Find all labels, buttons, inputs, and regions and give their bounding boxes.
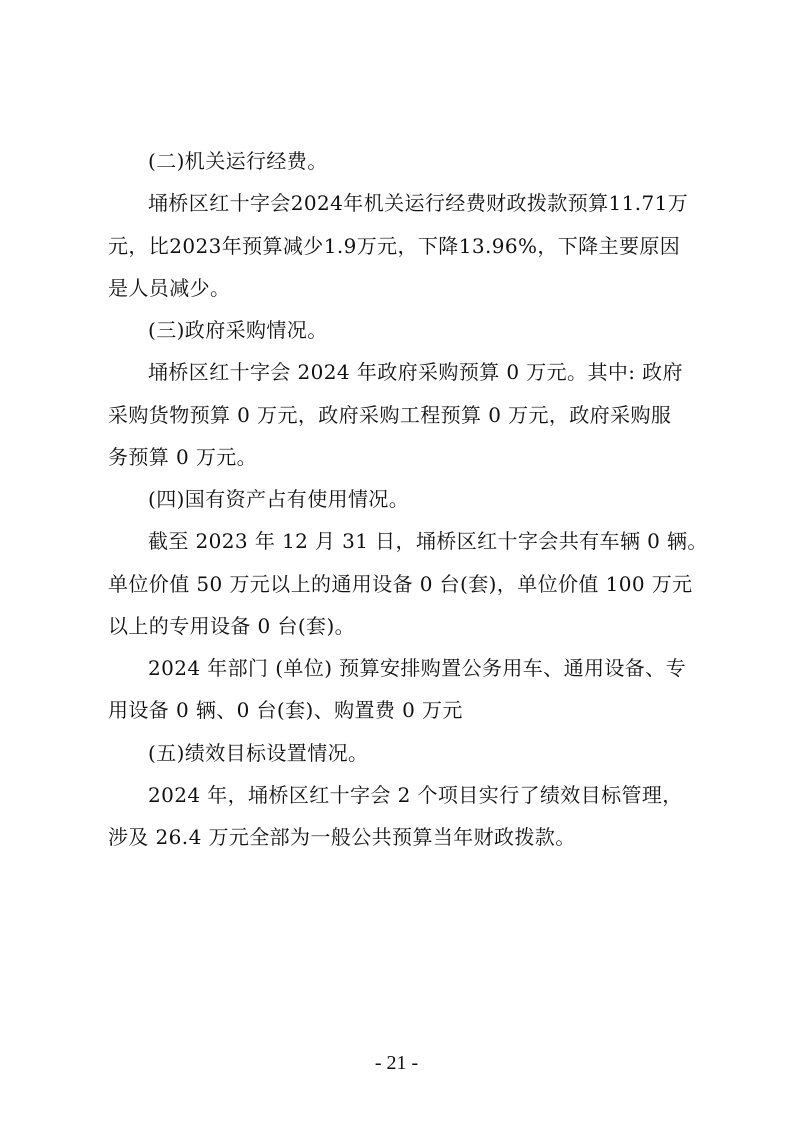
paragraph-line: 务预算 0 万元。: [108, 445, 258, 469]
section-heading-administrative-expenses: (二)机关运行经费。: [148, 149, 328, 173]
paragraph-line: 截至 2023 年 12 月 31 日，埇桥区红十字会共有车辆 0 辆。: [148, 529, 708, 553]
paragraph-line: 用设备 0 辆、0 台(套)、购置费 0 万元: [108, 698, 463, 722]
page-number: - 21 -: [374, 1052, 419, 1074]
paragraph-line: 单位价值 50 万元以上的通用设备 0 台(套)，单位价值 100 万元: [108, 572, 693, 596]
section-heading-state-assets: (四)国有资产占有使用情况。: [148, 487, 410, 511]
paragraph-line: 以上的专用设备 0 台(套)。: [108, 614, 356, 638]
paragraph-line: 涉及 26.4 万元全部为一般公共预算当年财政拨款。: [108, 825, 576, 849]
section-heading-government-procurement: (三)政府采购情况。: [148, 318, 328, 342]
paragraph-line: 采购货物预算 0 万元，政府采购工程预算 0 万元，政府采购服: [108, 403, 672, 427]
paragraph-line: 元，比2023年预算减少1.9万元，下降13.96%，下降主要原因: [108, 234, 681, 258]
paragraph-line: 埇桥区红十字会2024年机关运行经费财政拨款预算11.71万: [148, 191, 689, 215]
section-heading-performance-goals: (五)绩效目标设置情况。: [148, 741, 369, 765]
paragraph-line: 2024 年，埇桥区红十字会 2 个项目实行了绩效目标管理，: [148, 783, 683, 807]
paragraph-line: 埇桥区红十字会 2024 年政府采购预算 0 万元。其中: 政府: [148, 360, 683, 384]
paragraph-line: 是人员减少。: [108, 276, 231, 300]
paragraph-line: 2024 年部门 (单位) 预算安排购置公务用车、通用设备、专: [148, 656, 686, 680]
